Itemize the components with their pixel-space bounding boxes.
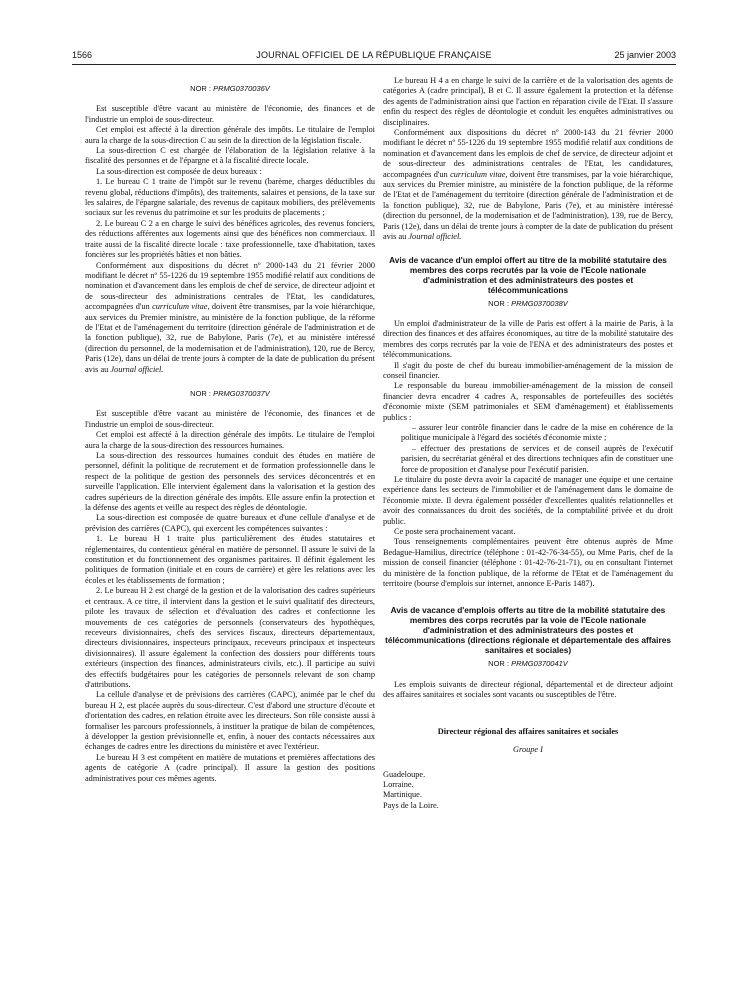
- paragraph: La cellule d'analyse et de prévisions des carrières (CAPC), animée par le chef du bureau H 2, est placée auprès du sous-directeur. C'est d'abord une structure d'écoute et d'orientation des cadres, en relation étroite avec les directeurs. Son rôle consiste aussi à formaliser les parcours professionnels, à instituer la pratique de bilan de compétences, à développer la gestion prévisionnelle et, enfin, à nouer des contacts nécessaires aux échanges de cadres entre les directions du ministère et avec l'extérieur.: [85, 690, 375, 752]
- paragraph: 1. Le bureau H 1 traite plus particulièrement des études statutaires et réglementaires, du contentieux général en matière de personnel. Il assure le suivi de la constitution et du fonctionnement des organismes paritaires. Il définit également les politiques de formation (initiale et en cours de carrière) et gère les relations avec les écoles et les établissements de formation ;: [85, 534, 375, 585]
- paragraph: Cet emploi est affecté à la direction générale des impôts. Le titulaire de l'emploi aura la charge de la sous-direction C au sein de la direction de la législation fiscale.: [85, 125, 375, 145]
- notice-section: [383, 475, 673, 589]
- paragraph: Conformément aux dispositions du décret nº 2000-143 du 21 février 2000 modifiant le décret nº 55-1226 du 19 septembre 1955 modifié relatif aux conditions de nomination et d'avancement dans les emplois de chef de service, de directeur adjoint et de sous-directeur des administrations centrales de l'Etat, les candidatures, accompagnées d'un curriculum vitae, doivent être transmises, par la voie hiérarchique, aux services du Premier ministre, au ministère de la fonction publique, de la réforme de l'Etat et de l'aménagement du territoire (direction générale de l'administration et de la fonction publique), 32, rue de Babylone, Paris (7e), et au ministère intéressé (direction du personnel, de la modernisation et de l'administration), 139, rue de Bercy, Paris (12e), dans un délai de trente jours à compter de la date de publication du présent avis au Journal officiel.: [383, 128, 673, 242]
- paragraph: La sous-direction C est chargée de l'élaboration de la législation relative à la fiscalité des personnes et de l'épargne et à la fiscalité directe locale.: [85, 146, 375, 166]
- page-header: [72, 50, 676, 64]
- paragraph: La sous-direction est composée de quatre bureaux et d'une cellule d'analyse et de prévision des carrières (CAPC), qui exercent les compétences suivantes :: [85, 513, 375, 533]
- nor-reference: NOR : PRMG0370037V: [190, 388, 270, 398]
- paragraph: Les emplois suivants de directeur régional, départemental et de directeur adjoint des affaires sanitaires et sociales sont vacants ou susceptibles de l'être.: [383, 679, 673, 700]
- notice-section: [383, 319, 673, 423]
- right-column: [383, 76, 673, 811]
- paragraph: Tous renseignements complémentaires peuvent être obtenus auprès de Mme Bedague-Hamilius, directrice (téléphone : 01-42-76-34-55), ou Mme Paris, chef de la mission de conseil financier (téléphone : 01-42-76-21-71), ou en consultant l'internet du ministère de la fonction publique, de la réforme de l'Etat et de l'aménagement du territoire (bourse d'emplois sur internet, annonce E-Paris 1487).: [383, 537, 673, 589]
- paragraph: Cet emploi est affecté à la direction générale des impôts. Le titulaire de l'emploi aura la charge de la sous-direction des ressources humaines.: [85, 430, 375, 450]
- paragraph: Est susceptible d'être vacant au ministère de l'économie, des finances et de l'industrie un emploi de sous-directeur.: [85, 104, 375, 124]
- nor-reference: NOR : PRMG0370038V: [488, 298, 568, 308]
- region-item: Pays de la Loire.: [383, 800, 439, 810]
- paragraph: Le titulaire du poste devra avoir la capacité de manager une équipe et une certaine expérience dans les secteurs de l'immobilier et de l'aménagement dans le domaine de l'économie mixte. Il devra également posséder d'excellentes qualités relationnelles et avoir des connaissances du droit des sociétés, de la comptabilité privée et du droit public.: [383, 475, 673, 526]
- region-item: Lorraine.: [383, 779, 414, 789]
- region-list: [383, 770, 673, 812]
- notice-section: [85, 409, 375, 784]
- paragraph: Il s'agit du poste de chef du bureau immobilier-aménagement de la mission de conseil financier.: [383, 360, 673, 380]
- notice-heading: Avis de vacance d'emplois offerts au titre de la mobilité statutaire des membres des corps recrutés par la voie de l'Ecole nationale d'administration et des administrateurs des postes et télécommunications (directions régionale et départementale des affaires sanitaires et sociales): [385, 605, 671, 656]
- nor-reference: NOR : PRMG0370041V: [488, 659, 568, 669]
- paragraph: 2. Le bureau H 2 est chargé de la gestion et de la valorisation des cadres supérieurs et centraux. A ce titre, il intervient dans la gestion et le suivi qualitatif des directeurs, pilote les travaux de sélection et d'évaluation des cadres et confectionne les mouvements de ces catégories de personnels (conservateurs des hypothèques, receveurs divisionnaires, chefs des services fiscaux, directeurs départementaux, directeurs divisionnaires, inspecteurs principaux, receveurs principaux et inspecteurs divisionnaires). Il assure également la confection des dossiers pour différents tours extérieurs (inspection des finances, administrateurs civils, etc.). Il participe au suivi des effectifs budgétaires pour les catégories de personnels relevant de son champ d'attributions.: [85, 586, 375, 689]
- header-rule: [72, 64, 676, 65]
- paragraph: Est susceptible d'être vacant au ministère de l'économie, des finances et de l'industrie un emploi de sous-directeur.: [85, 409, 375, 429]
- region-item: Guadeloupe.: [383, 769, 426, 779]
- paragraph: 1. Le bureau C 1 traite de l'impôt sur le revenu (barème, charges déductibles du revenu global, réductions d'impôts), des traitements, salaires et pensions, de la taxe sur les salaires, de l'épargne salariale, des revenus de capitaux mobiliers, des prélèvements sociaux sur les revenus du patrimoine et sur les produits de placements ;: [85, 177, 375, 218]
- left-column: [85, 76, 375, 784]
- section-subheading: Directeur régional des affaires sanitaires et sociales: [437, 726, 619, 736]
- notice-section: [383, 76, 673, 128]
- list-item: – effectuer des prestations de services et de conseil auprès de l'exécutif parisien, du secrétariat général et des directions techniques afin de constituer une force de proposition et d'analyse pour l'exécutif parisien.: [401, 443, 673, 474]
- page-number: 1566: [72, 50, 93, 60]
- paragraph: Le responsable du bureau immobilier-aménagement de la mission de conseil financier devra encadrer 4 cadres A, responsables de portefeuilles des sociétés d'économie mixte (SEM patrimoniales et SEM d'aménagement) et établissements publics :: [383, 381, 673, 422]
- paragraph: La sous-direction est composée de deux bureaux :: [96, 166, 262, 176]
- list-item: – assurer leur contrôle financier dans le cadre de la mise en cohérence de la politique municipale à l'égard des sociétés d'économie mixte ;: [401, 422, 673, 443]
- paragraph: Le bureau H 3 est compétent en matière de mutations et premières affectations des agents de catégorie A (cadre principal). Il assure la gestion des positions administratives pour ces mêmes agents.: [85, 752, 375, 783]
- paragraph: La sous-direction des ressources humaines conduit des études en matière de personnel, définit la politique de recrutement et de formation professionnelle dans le respect de la politique de gestion des personnels des services déconcentrés et en surveille l'application. Elle intervient également dans la valorisation et la gestion des cadres supérieurs de la direction générale des impôts. Elle assure enfin la protection et la défense des agents et veille au respect des règles de déontologie.: [85, 451, 375, 513]
- paragraph: Ce poste sera prochainement vacant.: [394, 527, 516, 537]
- paragraph: Conformément aux dispositions du décret nº 2000-143 du 21 février 2000 modifiant le décret nº 55-1226 du 19 septembre 1955 modifié relatif aux conditions de nomination et d'avancement dans les emplois de chef de service, de directeur adjoint et de sous-directeur des administrations centrales de l'Etat, les candidatures, accompagnées d'un curriculum vitae, doivent être transmises, par la voie hiérarchique, aux services du Premier ministre, au ministère de la fonction publique, de la réforme de l'Etat et de l'aménagement du territoire (direction générale de l'administration et de la fonction publique), 32, rue de Babylone, Paris (7e), et au ministère intéressé (direction du personnel, de la modernisation et de l'administration), 120, rue de Bercy, Paris (12e), dans un délai de trente jours à compter de la date de publication du présent avis au Journal officiel.: [85, 260, 375, 374]
- nor-reference: NOR : PRMG0370036V: [190, 84, 270, 93]
- notice-section: [85, 104, 375, 260]
- notice-heading: Avis de vacance d'un emploi offert au titre de la mobilité statutaire des membres des corps recrutés par la voie de l'Ecole nationale d'administration et des administrateurs des postes et télécommunications: [389, 254, 667, 295]
- publication-date: 25 janvier 2003: [614, 50, 676, 60]
- group-label: Groupe I: [513, 745, 543, 755]
- journal-title: JOURNAL OFFICIEL DE LA RÉPUBLIQUE FRANÇAISE: [256, 50, 492, 60]
- paragraph: Un emploi d'administrateur de la ville de Paris est offert à la mairie de Paris, à la direction des finances et des affaires économiques, au titre de la mobilité statutaire des membres des corps recrutés par la voie de l'ENA et des administrateurs des postes et télécommunications.: [383, 318, 673, 360]
- dash-list: [383, 423, 673, 475]
- paragraph: 2. Le bureau C 2 a en charge le suivi des bénéfices agricoles, des revenus fonciers, des réductions afférentes aux logements ainsi que des bénéfices non commerciaux. Il traite aussi de la fiscalité directe locale : taxe professionnelle, taxe d'habitation, taxes foncières sur les propriétés bâties et non bâties.: [85, 218, 375, 260]
- paragraph: Le bureau H 4 a en charge le suivi de la carrière et de la valorisation des agents de catégories A (cadre principal), B et C. Il assure également la protection et la défense des agents de l'administration ainsi que l'action en réparation civile de l'Etat. Il s'assure enfin du respect des règles de déontologie et conduit les enquêtes administratives ou disciplinaires.: [383, 76, 673, 127]
- region-item: Martinique.: [383, 790, 422, 800]
